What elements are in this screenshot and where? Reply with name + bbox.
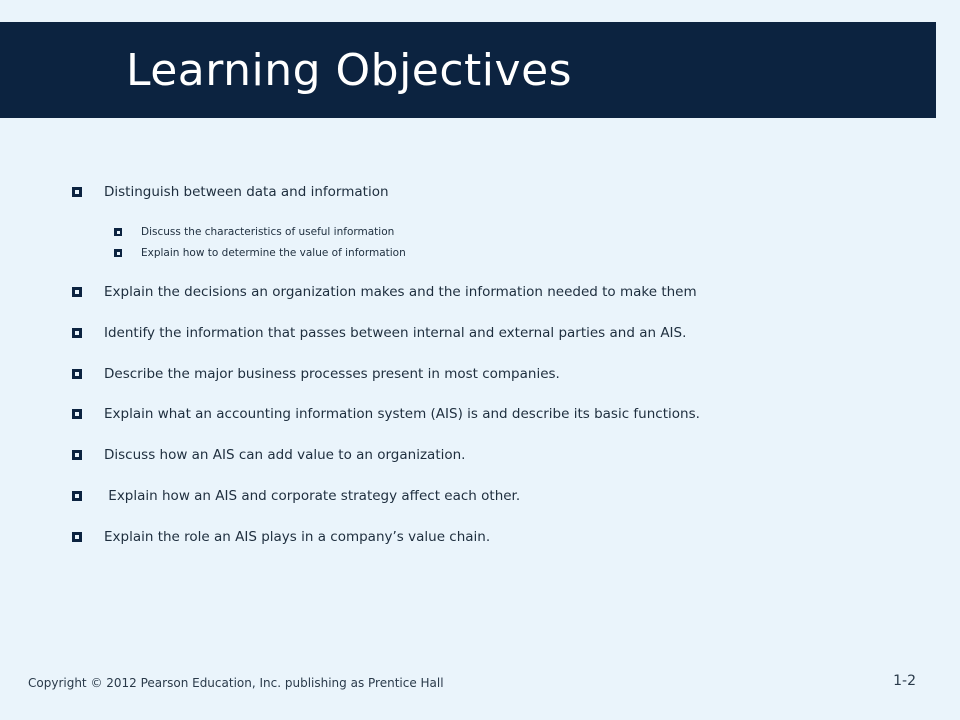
objective-text: Explain how an AIS and corporate strategy affect each other.: [104, 488, 521, 504]
square-bullet-icon: [72, 450, 82, 460]
square-bullet-icon: [72, 409, 82, 419]
objective-text: Identify the information that passes between internal and external parties and an AIS.: [104, 325, 687, 341]
objective-text: Explain what an accounting information system (AIS) is and describe its basic functions.: [104, 406, 700, 422]
sub-objective-item: [141, 225, 394, 239]
sub-objective-text: Explain how to determine the value of information: [141, 247, 406, 259]
objective-item: [104, 446, 465, 464]
objective-item: [104, 405, 700, 423]
square-bullet-icon: [72, 287, 82, 297]
objective-item: [104, 183, 389, 201]
objective-text: Explain the role an AIS plays in a company’s value chain.: [104, 529, 491, 545]
copyright-footer: Copyright © 2012 Pearson Education, Inc. publishing as Prentice Hall: [28, 676, 444, 690]
square-bullet-icon: [72, 369, 82, 379]
square-bullet-icon: [114, 249, 122, 257]
objective-text: Distinguish between data and information: [104, 184, 389, 200]
slide-title: Learning Objectives: [126, 45, 573, 96]
square-bullet-icon: [72, 187, 82, 197]
objective-item: [104, 365, 560, 383]
objective-item: [104, 283, 697, 301]
sub-objective-text: Discuss the characteristics of useful information: [141, 226, 395, 238]
objective-item: [104, 487, 520, 505]
objective-text: Explain the decisions an organization makes and the information needed to make them: [104, 284, 697, 300]
objective-item: [104, 324, 686, 342]
objective-item: [104, 528, 490, 546]
square-bullet-icon: [114, 228, 122, 236]
objective-text: Describe the major business processes present in most companies.: [104, 366, 560, 382]
square-bullet-icon: [72, 328, 82, 338]
page-number: 1-2: [893, 673, 916, 689]
sub-objective-item: [141, 246, 406, 260]
objective-text: Discuss how an AIS can add value to an organization.: [104, 447, 466, 463]
square-bullet-icon: [72, 491, 82, 501]
square-bullet-icon: [72, 532, 82, 542]
